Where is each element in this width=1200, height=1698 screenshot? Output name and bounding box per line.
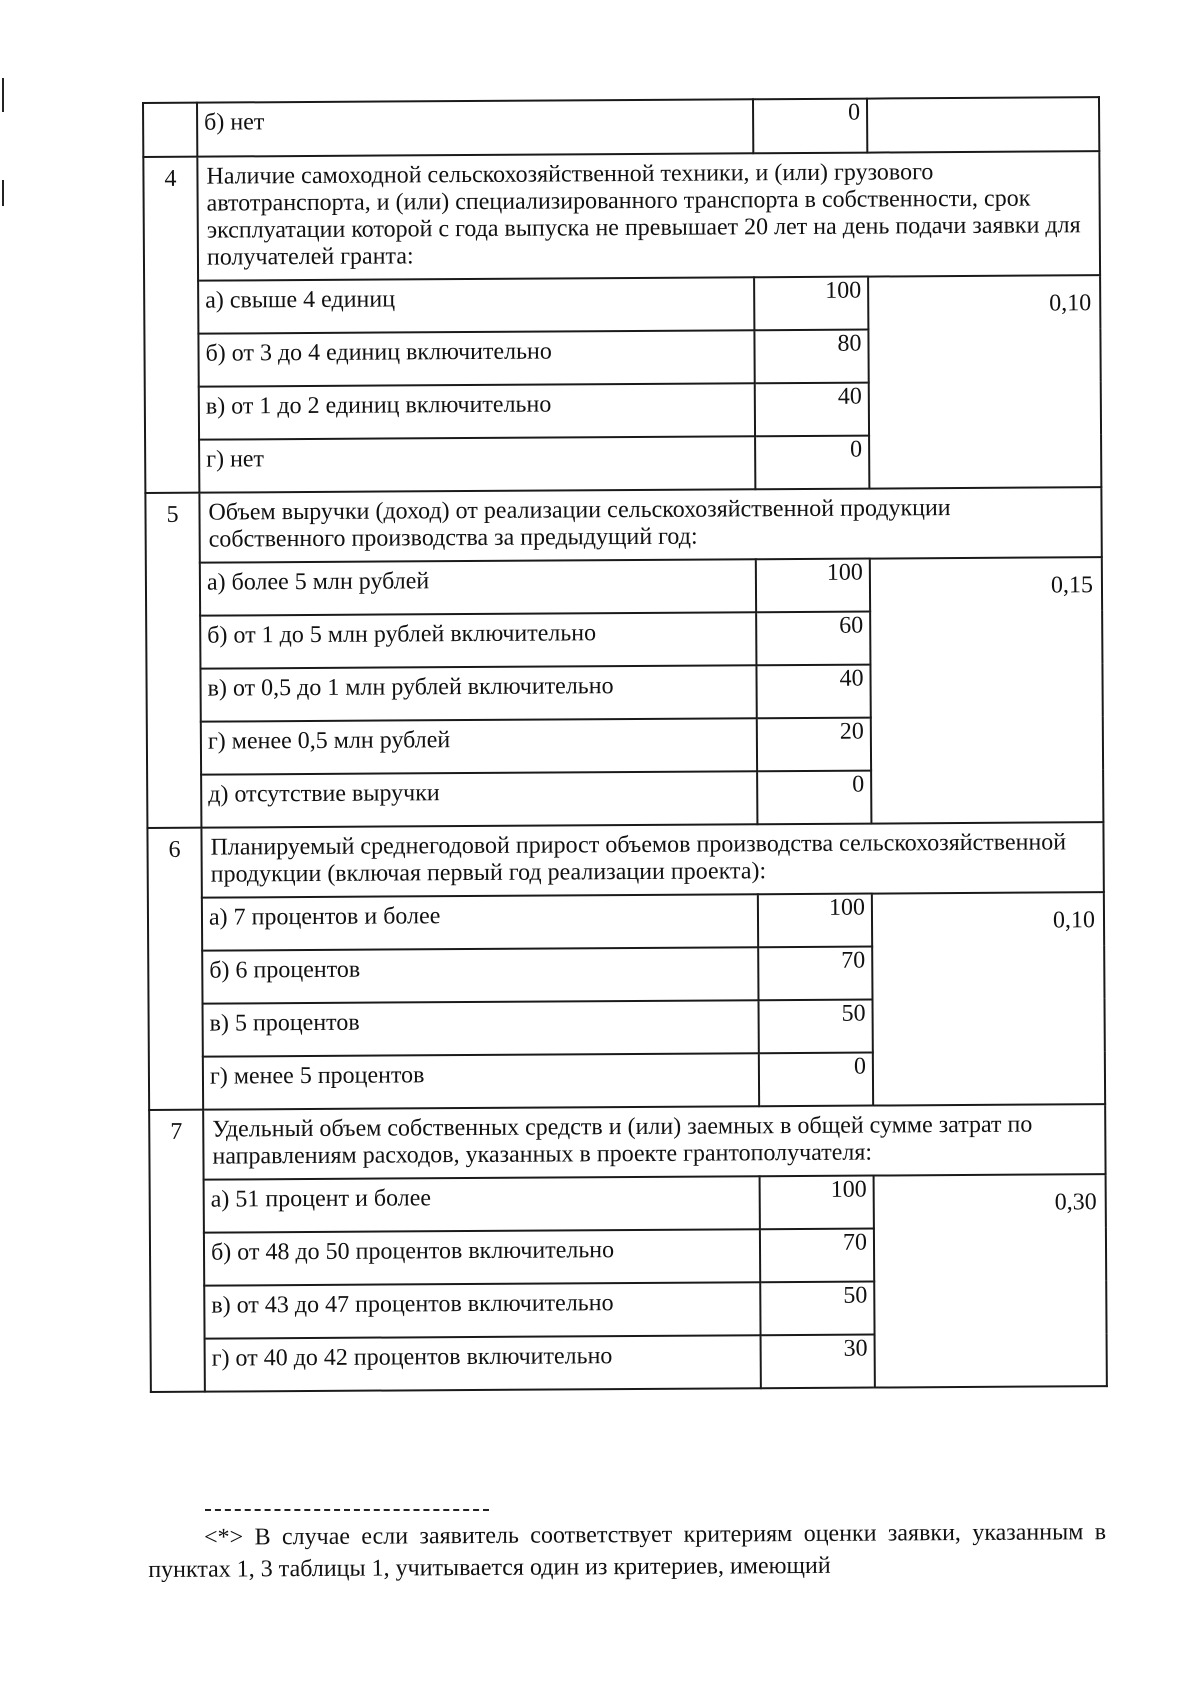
- footnote: [148, 1516, 1106, 1586]
- criterion-title: Наличие самоходной сельскохозяйственной техники, и (или) грузового автотранспорта, и (или) специализированного транспорта в собственности, срок эксплуатации которой с года выпуска не превышает 20 лет на день подачи заявки для получателей гранта:: [197, 151, 1100, 281]
- option-score: 0: [759, 1053, 873, 1107]
- scan-edge-mark: [2, 180, 4, 206]
- option-score: 0: [755, 436, 869, 490]
- option-score: 70: [760, 1229, 874, 1283]
- table-row-continued: [143, 97, 1099, 157]
- criterion-number: 6: [147, 828, 203, 1110]
- option-score: 80: [754, 330, 868, 384]
- option-row: [146, 557, 1102, 616]
- option-label: в) от 1 до 2 единиц включительно: [199, 383, 755, 439]
- criterion-title: Планируемый среднегодовой прирост объемов производства сельскохозяйственной продукции (включая первый год реализации проекта):: [201, 822, 1103, 898]
- option-label: г) менее 5 процентов: [203, 1053, 759, 1109]
- criterion-weight: 0,10: [868, 275, 1101, 488]
- criterion-title: Объем выручки (доход) от реализации сельскохозяйственной продукции собственного производства за предыдущий год:: [199, 487, 1101, 563]
- criterion-heading-row: [147, 822, 1103, 898]
- option-row: [144, 275, 1100, 334]
- option-label: б) 6 процентов: [202, 947, 758, 1003]
- option-label: а) более 5 млн рублей: [200, 559, 756, 615]
- option-score: 0: [753, 99, 867, 154]
- option-score: 50: [760, 1282, 874, 1336]
- option-label: г) менее 0,5 млн рублей: [201, 718, 757, 774]
- option-score: 40: [756, 665, 870, 719]
- option-label: в) 5 процентов: [203, 1000, 759, 1056]
- option-score: 100: [758, 894, 872, 948]
- footnote-separator: [205, 1509, 489, 1511]
- criterion-weight: 0,30: [874, 1174, 1107, 1387]
- option-score: 70: [758, 947, 872, 1001]
- option-label: б) от 48 до 50 процентов включительно: [204, 1229, 760, 1285]
- scan-edge-mark: [2, 78, 4, 112]
- criterion-weight: 0,10: [872, 892, 1105, 1105]
- criterion-heading-row: [145, 487, 1101, 563]
- option-label: а) 51 процент и более: [204, 1176, 760, 1232]
- option-label: в) от 0,5 до 1 млн рублей включительно: [200, 665, 756, 721]
- option-score: 30: [761, 1335, 875, 1389]
- option-label: а) свыше 4 единиц: [198, 277, 754, 333]
- option-label: в) от 43 до 47 процентов включительно: [204, 1282, 760, 1338]
- option-label: а) 7 процентов и более: [202, 894, 758, 950]
- criterion-number: 5: [145, 493, 201, 828]
- criterion-number: 4: [143, 157, 199, 493]
- option-score: 100: [756, 559, 870, 613]
- criterion-heading-row: [149, 1104, 1105, 1180]
- criterion-weight-cell: [867, 97, 1099, 152]
- option-row: [148, 892, 1104, 951]
- option-label: д) отсутствие выручки: [201, 771, 757, 827]
- option-score: 100: [760, 1176, 874, 1230]
- footnote-text: <*> В случае если заявитель соответствует критериям оценки заявки, указанным в пунктах 1, 3 таблицы 1, учитывается один из критериев, имеющий: [148, 1519, 1107, 1583]
- criterion-number-cell: [143, 103, 197, 157]
- option-score: 50: [758, 1000, 872, 1054]
- document-page: [142, 96, 1106, 1393]
- option-score: 60: [756, 612, 870, 666]
- option-score: 40: [755, 383, 869, 437]
- criteria-table: [142, 96, 1108, 1393]
- option-score: 0: [757, 771, 871, 825]
- option-label: б) от 1 до 5 млн рублей включительно: [200, 612, 756, 668]
- criterion-weight: 0,15: [870, 557, 1104, 823]
- criterion-heading-row: [143, 151, 1100, 281]
- option-score: 20: [757, 718, 871, 772]
- criterion-number: 7: [149, 1110, 205, 1392]
- option-label: г) нет: [199, 436, 755, 492]
- criteria-table-body: [143, 97, 1107, 1392]
- option-label: б) нет: [197, 99, 753, 156]
- option-score: 100: [754, 277, 868, 331]
- option-row: [150, 1174, 1106, 1233]
- option-label: г) от 40 до 42 процентов включительно: [205, 1335, 761, 1391]
- option-label: б) от 3 до 4 единиц включительно: [198, 330, 754, 386]
- criterion-title: Удельный объем собственных средств и (или) заемных в общей сумме затрат по направлениям расходов, указанных в проекте грантополучателя:: [203, 1104, 1105, 1180]
